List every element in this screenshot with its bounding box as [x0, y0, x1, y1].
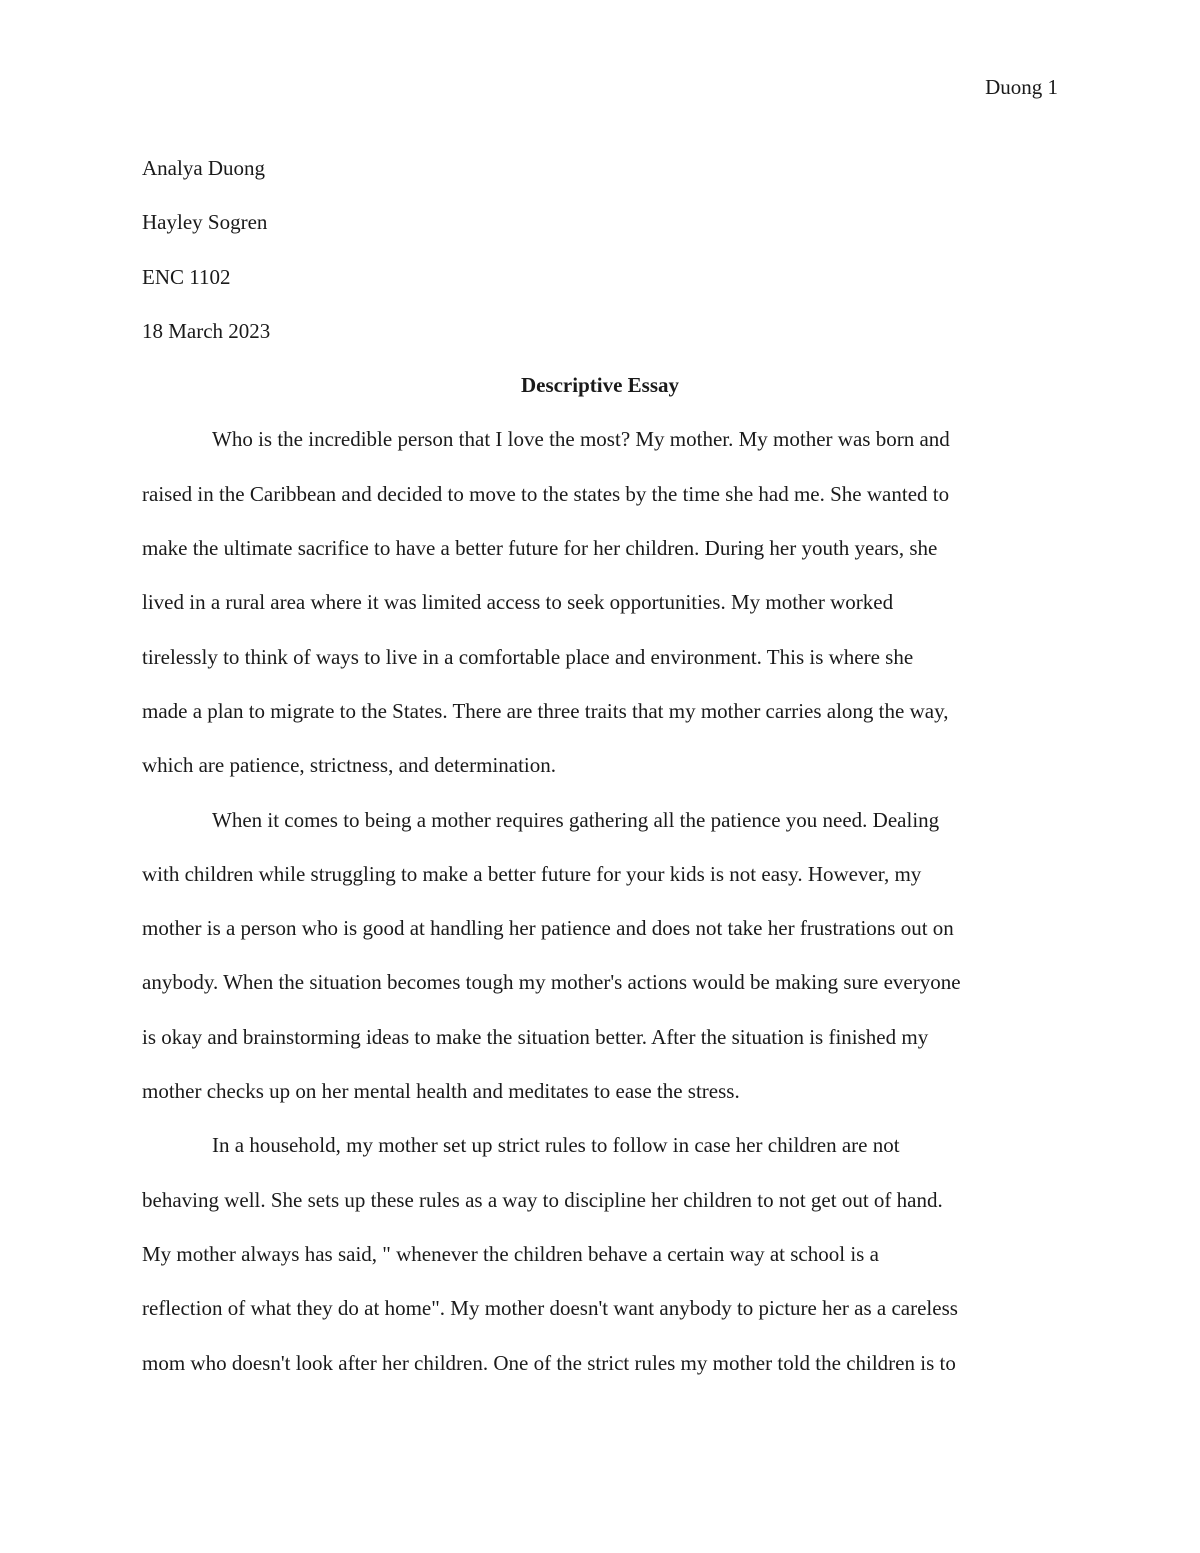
text-line: make the ultimate sacrifice to have a better future for her children. During her youth years, she — [142, 536, 938, 561]
paragraph — [142, 412, 1058, 792]
text-line: Who is the incredible person that I love the most? My mother. My mother was born and — [212, 427, 950, 452]
text-line: tirelessly to think of ways to live in a comfortable place and environment. This is where she — [142, 644, 914, 669]
text-line: made a plan to migrate to the States. There are three traits that my mother carries along the way, — [142, 698, 949, 723]
essay-title: Descriptive Essay — [520, 373, 680, 398]
text-line: My mother always has said, " whenever the children behave a certain way at school is a — [142, 1241, 879, 1266]
text-line: anybody. When the situation becomes tough my mother's actions would be making sure everyone — [142, 970, 961, 995]
course-name: ENC 1102 — [142, 264, 231, 289]
paragraph — [142, 793, 1058, 1119]
instructor-name: Hayley Sogren — [142, 210, 268, 235]
text-line: mom who doesn't look after her children. One of the strict rules my mother told the children is to — [142, 1350, 956, 1375]
text-line: behaving well. She sets up these rules as a way to discipline her children to not get out of hand. — [142, 1187, 943, 1212]
paragraph — [142, 1118, 1058, 1389]
essay-body — [142, 141, 1058, 1390]
text-line: When it comes to being a mother requires gathering all the patience you need. Dealing — [212, 807, 940, 832]
text-line: with children while struggling to make a better future for your kids is not easy. However, my — [142, 861, 922, 886]
running-head: Duong 1 — [985, 75, 1058, 99]
text-line: mother checks up on her mental health and meditates to ease the stress. — [142, 1079, 740, 1104]
text-line: mother is a person who is good at handling her patience and does not take her frustrations out on — [142, 916, 954, 941]
text-line: is okay and brainstorming ideas to make the situation better. After the situation is finished my — [142, 1024, 929, 1049]
student-name: Analya Duong — [142, 156, 266, 180]
text-line: which are patience, strictness, and determination. — [142, 753, 557, 778]
text-line: reflection of what they do at home". My mother doesn't want anybody to picture her as a careless — [142, 1296, 958, 1321]
text-line: lived in a rural area where it was limited access to seek opportunities. My mother worked — [142, 590, 894, 615]
essay-date: 18 March 2023 — [142, 318, 271, 343]
text-line: raised in the Caribbean and decided to move to the states by the time she had me. She wanted to — [142, 481, 950, 506]
text-line: In a household, my mother set up strict rules to follow in case her children are not — [212, 1133, 900, 1158]
